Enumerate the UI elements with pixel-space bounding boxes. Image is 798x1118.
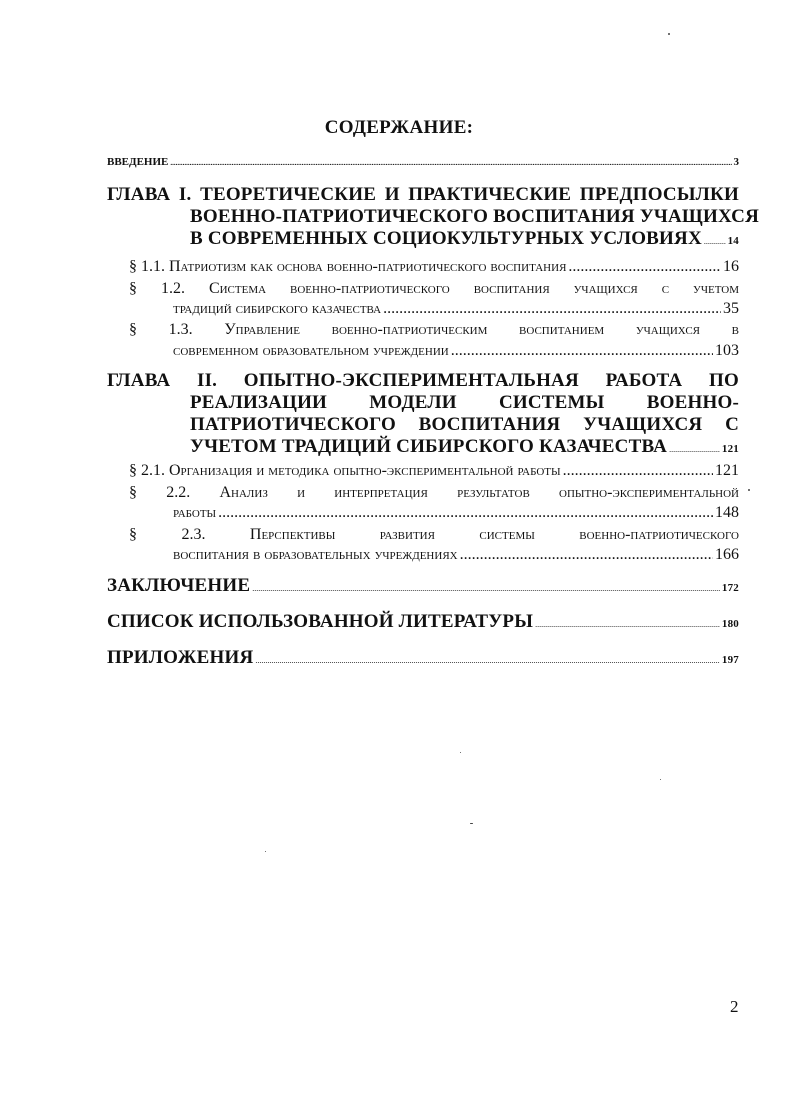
toc-heading: СОДЕРЖАНИЕ: xyxy=(324,117,474,138)
leader-dots xyxy=(252,584,720,593)
toc-entry-page: 121 xyxy=(715,462,739,479)
scan-speck xyxy=(668,33,670,35)
toc-entry-label: ПРИЛОЖЕНИЯ xyxy=(107,647,254,668)
toc-entry-page: 148 xyxy=(715,504,739,521)
toc-entry-page: 14 xyxy=(727,235,739,247)
toc-entry-chapter1 xyxy=(190,228,739,250)
leader-dots xyxy=(568,258,721,276)
toc-entry-page: 35 xyxy=(723,300,739,317)
scan-speck xyxy=(460,752,461,753)
toc-entry-appendix xyxy=(107,647,739,669)
scan-speck xyxy=(265,851,266,852)
toc-entry-chapter2 xyxy=(190,436,739,458)
toc-entry-page: 180 xyxy=(721,618,739,630)
toc-entry-label: ВВЕДЕНИЕ xyxy=(107,156,169,168)
toc-section-2-2-line1: § 2.2. Анализ и интерпретация результатов опытно-экспериментальной xyxy=(129,484,739,501)
toc-entry-page: 16 xyxy=(723,258,739,275)
toc-entry-section-2-2 xyxy=(173,504,739,522)
scan-speck xyxy=(470,823,473,824)
leader-dots xyxy=(170,159,731,167)
toc-entry-label: СПИСОК ИСПОЛЬЗОВАННОЙ ЛИТЕРАТУРЫ xyxy=(107,611,534,632)
leader-dots xyxy=(535,620,720,629)
leader-dots xyxy=(383,300,721,318)
leader-dots xyxy=(460,546,713,564)
leader-dots xyxy=(563,462,713,480)
toc-entry-label: современном образовательном учреждении xyxy=(173,342,449,359)
chapter2-title-line1: ГЛАВА II. ОПЫТНО-ЭКСПЕРИМЕНТАЛЬНАЯ РАБОТА ПО xyxy=(107,370,739,391)
toc-entry-label: воспитания в образовательных учреждениях xyxy=(173,546,458,563)
toc-entry-bibliography xyxy=(107,611,739,633)
chapter2-title-line2: РЕАЛИЗАЦИИ МОДЕЛИ СИСТЕМЫ ВОЕННО- xyxy=(190,392,739,413)
toc-entry-section-2-3 xyxy=(173,546,739,564)
toc-section-1-3-line1: § 1.3. Управление военно-патриотическим воспитанием учащихся в xyxy=(129,321,739,338)
toc-entry-conclusion xyxy=(107,575,739,597)
page-number: 2 xyxy=(730,997,739,1016)
leader-dots xyxy=(218,504,713,522)
chapter1-title-line3: В СОВРЕМЕННЫХ СОЦИОКУЛЬТУРНЫХ УСЛОВИЯХ xyxy=(190,228,702,249)
toc-entry-page: 172 xyxy=(721,582,739,594)
chapter1-title-line2: ВОЕННО-ПАТРИОТИЧЕСКОГО ВОСПИТАНИЯ УЧАЩИХСЯ xyxy=(190,206,760,227)
toc-entry-section-1-2 xyxy=(173,300,739,318)
leader-dots xyxy=(704,237,726,246)
toc-entry-section-1-3 xyxy=(173,342,739,360)
toc-section-1-2-line1: § 1.2. Система военно-патриотического воспитания учащихся с учетом xyxy=(129,280,739,297)
toc-section-2-3-line1: § 2.3. Перспективы развития системы военно-патриотического xyxy=(129,526,739,543)
scan-speck xyxy=(660,779,661,780)
toc-entry-section-1-1 xyxy=(129,258,739,276)
toc-entry-label: ЗАКЛЮЧЕНИЕ xyxy=(107,575,251,596)
toc-entry-page: 3 xyxy=(733,156,739,168)
scan-speck xyxy=(748,489,750,491)
toc-entry-page: 166 xyxy=(715,546,739,563)
toc-entry-label: работы xyxy=(173,504,217,521)
chapter2-title-line3: ПАТРИОТИЧЕСКОГО ВОСПИТАНИЯ УЧАЩИХСЯ С xyxy=(190,414,739,435)
toc-entry-label: традиций сибирского казачества xyxy=(173,300,382,317)
toc-entry-label: § 2.1. Организация и методика опытно-экспериментальной работы xyxy=(129,462,561,479)
toc-entry-page: 103 xyxy=(715,342,739,359)
leader-dots xyxy=(451,342,713,360)
toc-entry-intro xyxy=(107,156,739,168)
toc-entry-label: § 1.1. Патриотизм как основа военно-патриотического воспитания xyxy=(129,258,567,275)
chapter1-title-line1: ГЛАВА I. ТЕОРЕТИЧЕСКИЕ И ПРАКТИЧЕСКИЕ ПРЕДПОСЫЛКИ xyxy=(107,184,739,205)
chapter2-title-line4: УЧЕТОМ ТРАДИЦИЙ СИБИРСКОГО КАЗАЧЕСТВА xyxy=(190,436,668,457)
toc-entry-page: 197 xyxy=(721,654,739,666)
leader-dots xyxy=(669,445,720,454)
leader-dots xyxy=(255,656,720,665)
toc-entry-section-2-1 xyxy=(129,462,739,480)
toc-entry-page: 121 xyxy=(721,443,739,455)
